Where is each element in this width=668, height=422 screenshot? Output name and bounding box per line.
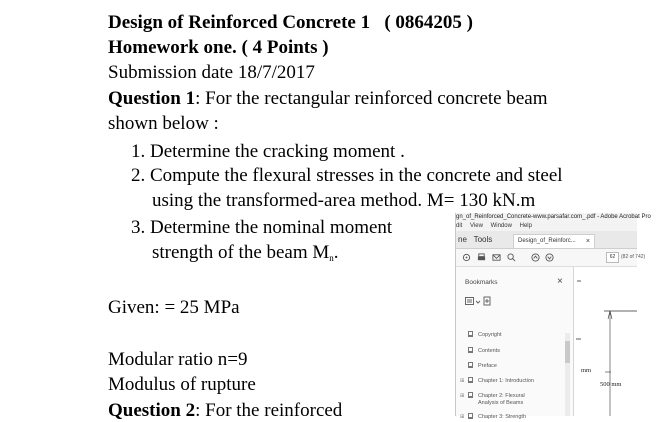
tab-home-fragment: ne — [458, 235, 467, 244]
item-1: 1. Determine the cracking moment . — [131, 141, 405, 162]
title-line — [108, 12, 473, 34]
question1-text2: shown below : — [108, 113, 219, 134]
modular-ratio: Modular ratio n=9 — [108, 349, 248, 370]
tab-tools-label: Tools — [473, 235, 493, 244]
bookmark-icon — [468, 331, 473, 337]
bookmark-icon — [468, 413, 473, 419]
email-icon[interactable] — [492, 253, 501, 262]
tab-document[interactable] — [513, 234, 595, 248]
tab-close-icon[interactable]: × — [585, 238, 590, 245]
dimension-label-mm: mm — [581, 367, 592, 374]
print-icon[interactable] — [477, 253, 486, 262]
acrobat-menu-bar — [456, 222, 637, 231]
submission-date: Submission date 18/7/2017 — [108, 62, 315, 83]
bookmark-icon — [468, 347, 473, 353]
item-3: 3. Determine the nominal moment — [131, 217, 393, 238]
expand-icon[interactable]: ⊞ — [460, 414, 465, 420]
pdf-page-canvas — [574, 267, 637, 416]
homework-heading: Homework one. ( 4 Points ) — [108, 37, 329, 58]
question1-text: : For the rectangular reinforced concrete beam — [195, 88, 548, 109]
previous-page-icon[interactable] — [531, 253, 540, 262]
bookmark-chapter-1[interactable] — [460, 377, 534, 385]
question1-line — [108, 88, 547, 110]
bookmark-contents[interactable] — [460, 347, 500, 355]
bookmark-label: Chapter 2: Flexural — [478, 393, 525, 399]
page-number-input[interactable]: 62 — [606, 252, 619, 263]
item-3-subscript: n — [329, 253, 334, 263]
acrobat-toolbar — [456, 249, 646, 267]
bookmark-label: Chapter 3: Strength — [478, 414, 527, 420]
item-3-continued — [152, 242, 339, 269]
menu-edit[interactable]: dit — [456, 223, 463, 229]
bookmark-label: Chapter 1: Introduction — [478, 378, 534, 384]
scrollbar-thumb[interactable] — [565, 341, 570, 363]
page-count: (82 of 742) — [621, 254, 646, 260]
bookmark-copyright[interactable] — [460, 331, 502, 339]
bookmarks-title: Bookmarks — [465, 279, 498, 286]
item-3b-text: strength of the beam M — [152, 242, 330, 263]
tab-tools[interactable] — [458, 233, 492, 246]
bookmark-options-icon[interactable] — [465, 295, 495, 307]
modulus-of-rupture: Modulus of rupture — [108, 374, 256, 395]
question2-text: : For the reinforced — [195, 400, 343, 421]
question1-label: Question 1 — [108, 88, 196, 109]
expand-icon[interactable]: ⊞ — [460, 378, 465, 384]
expand-icon[interactable]: ⊞ — [460, 393, 465, 399]
menu-window[interactable]: Window — [490, 223, 512, 229]
bookmark-icon — [468, 392, 473, 398]
bookmark-icon — [468, 377, 473, 383]
panel-close-icon[interactable]: × — [557, 276, 563, 287]
menu-help[interactable]: Help — [519, 223, 532, 229]
bookmark-preface[interactable] — [460, 362, 497, 370]
beam-drawing — [574, 267, 637, 416]
next-page-icon[interactable] — [545, 253, 554, 262]
acrobat-window-screenshot — [455, 213, 651, 420]
search-icon[interactable] — [507, 253, 516, 262]
bookmarks-panel — [456, 267, 574, 420]
tab-document-label: Design_of_Reinforc... — [518, 238, 576, 244]
question2-label: Question 2 — [108, 400, 196, 421]
course-code: ( 0864205 ) — [384, 12, 473, 33]
given-line: Given: = 25 MPa — [108, 297, 240, 318]
bookmark-chapter-3[interactable] — [460, 413, 526, 421]
dimension-label-500mm: 500 mm — [600, 381, 622, 388]
bookmark-label: Copyright — [478, 332, 502, 338]
share-icon[interactable] — [462, 253, 471, 262]
bookmark-label: Preface — [478, 363, 497, 369]
bookmark-icon — [468, 362, 473, 368]
bookmark-label-line2: Analysis of Beams — [478, 400, 524, 406]
item-2-continued: using the transformed-area method. M= 130 kN.m — [152, 190, 536, 211]
item-2: 2. Compute the flexural stresses in the concrete and steel — [131, 165, 563, 186]
acrobat-title-bar: gn_of_Reinforced_Concrete-www.parsafar.com_.pdf - Adobe Acrobat Pro — [456, 214, 651, 220]
item-3-end: . — [333, 242, 339, 263]
bookmark-chapter-2[interactable] — [460, 392, 525, 407]
doc-title: Design of Reinforced Concrete 1 — [108, 12, 371, 33]
bookmarks-scrollbar[interactable] — [565, 333, 570, 416]
menu-view[interactable]: View — [470, 223, 483, 229]
bookmark-label: Contents — [478, 348, 501, 354]
question2-line — [108, 400, 342, 422]
acrobat-tab-bar — [456, 231, 637, 249]
